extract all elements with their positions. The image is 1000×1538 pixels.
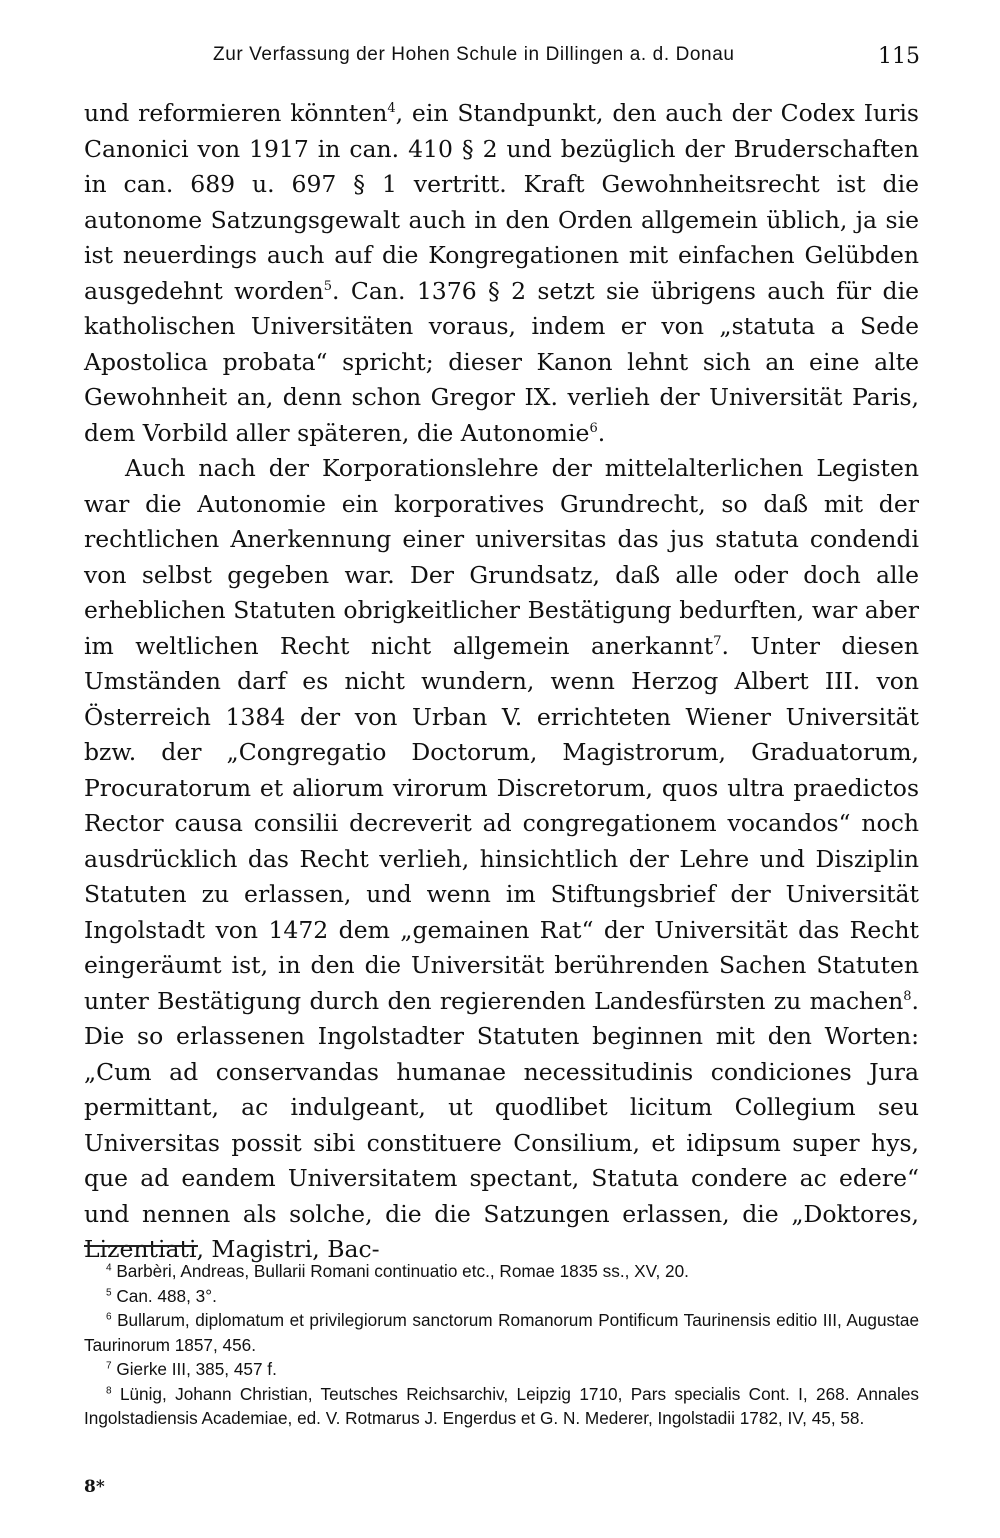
footnote-text: Can. 488, 3°. xyxy=(116,1285,217,1306)
footnote-text: Lünig, Johann Christian, Teutsches Reichsarchiv, Leipzig 1710, Pars specialis Cont. I, 268. Annales Ingolstadiensis Academiae, ed. V. Rotmarus J. Engerdus et G. N. Mederer, Ingolstadii 1782, IV, 45, 58. xyxy=(84,1383,920,1428)
footnote-ref-5[interactable]: 5 xyxy=(323,278,333,294)
footnote-text: Gierke III, 385, 457 f. xyxy=(116,1359,277,1379)
footnote-ref-8[interactable]: 8 xyxy=(903,988,912,1004)
main-text xyxy=(84,96,919,1268)
paragraph-text: . Can. 1376 § 2 setzt sie übrigens auch für die katholischen Universitäten voraus, indem er von „statuta a Sede Apostolica probata“ spricht; dieser Kanon lehnt sich an eine alte Gewohnheit an, denn schon Gregor IX. verlieh der Universität Paris, dem Vorbild aller späteren, die Autonomie xyxy=(84,276,919,447)
footnote-divider xyxy=(84,1245,198,1247)
running-title: Zur Verfassung der Hohen Schule in Dillingen a. d. Donau xyxy=(213,44,735,65)
footnote-4 xyxy=(84,1259,919,1284)
paragraph-text: Auch nach der Korporationslehre der mittelalterlichen Legisten war die Autonomie ein korporatives Grundrecht, so daß mit der rechtlichen Anerkennung einer universitas das jus statuta condendi von selbst gegeben war. Der Grundsatz, daß alle oder doch alle erheblichen Statuten obrigkeitlicher Bestätigung bedurften, war aber im weltlichen Recht nicht allgemein anerkannt xyxy=(84,454,919,660)
paragraph-text: . xyxy=(597,418,606,447)
page-header xyxy=(0,40,1000,74)
footnote-6 xyxy=(84,1308,919,1357)
footnote-ref-4[interactable]: 4 xyxy=(387,101,396,117)
footnote-8 xyxy=(84,1382,919,1431)
footnote-marker: 6 xyxy=(106,1311,112,1323)
paragraph-1 xyxy=(84,96,919,451)
paragraph-text: . Unter diesen Umständen darf es nicht wundern, wenn Herzog Albert III. von Österreich 1384 der von Urban V. errichteten Wiener Universität bzw. der „Congregatio Doctorum, Magistrorum, Graduatorum, Procuratorum et aliorum virorum Discretorum, quos ultra praedictos Rector causa consilii decreverit ad congregationem vocandos“ noch ausdrücklich das Recht verlieh, hinsichtlich der Lehre und Disziplin Statuten zu erlassen, und wenn im Stiftungsbrief der Universität Ingolstadt von 1472 dem „gemainen Rat“ der Universität das Recht eingeräumt ist, in den die Universität berührenden Sachen Statuten unter Bestätigung durch den regierenden Landesfürsten zu machen xyxy=(84,631,919,1015)
footnote-marker: 4 xyxy=(106,1262,112,1274)
footnote-text: Barbèri, Andreas, Bullarii Romani continuatio etc., Romae 1835 ss., XV, 20. xyxy=(116,1261,689,1281)
footnote-marker: 5 xyxy=(106,1286,112,1298)
footnote-ref-6[interactable]: 6 xyxy=(589,420,598,436)
paragraph-text: . Die so erlassenen Ingolstadter Statuten beginnen mit den Worten: „Cum ad conservandas humanae necessitudinis condiciones Jura permittant, ac indulgeant, ut quodlibet licitum Collegium seu Universitas possit sibi constituere Consilium, et idipsum super hys, que ad eandem Universitatem spectant, Statuta condere ac edere“ und nennen als solche, die die Satzungen erlassen, die „Doktores, Lizentiati, Magistri, Bac- xyxy=(84,986,919,1263)
footnote-marker: 8 xyxy=(106,1384,112,1396)
footnote-ref-7[interactable]: 7 xyxy=(713,633,722,649)
footnote-marker: 7 xyxy=(106,1360,112,1372)
page-number: 115 xyxy=(878,44,920,69)
footnote-text: Bullarum, diplomatum et privilegiorum sanctorum Romanorum Pontificum Taurinensis editio III, Augustae Taurinorum 1857, 456. xyxy=(84,1310,920,1355)
paragraph-text: , ein Standpunkt, den auch der Codex Iuris Canonici von 1917 in can. 410 § 2 und bezüglich der Bruderschaften in can. 689 u. 697 § 1 vertritt. Kraft Gewohnheitsrecht ist die autonome Satzungsgewalt auch in den Orden allgemein üblich, ja sie ist neuerdings auch auf die Kongregationen mit einfachen Gelübden ausgedehnt worden xyxy=(84,99,919,305)
footnote-7 xyxy=(84,1357,919,1382)
printer-signature: 8* xyxy=(84,1477,105,1497)
paragraph-text: und reformieren könnten xyxy=(84,99,388,127)
paragraph-2 xyxy=(84,451,919,1268)
footnotes xyxy=(84,1259,919,1431)
footnote-5 xyxy=(84,1284,919,1309)
